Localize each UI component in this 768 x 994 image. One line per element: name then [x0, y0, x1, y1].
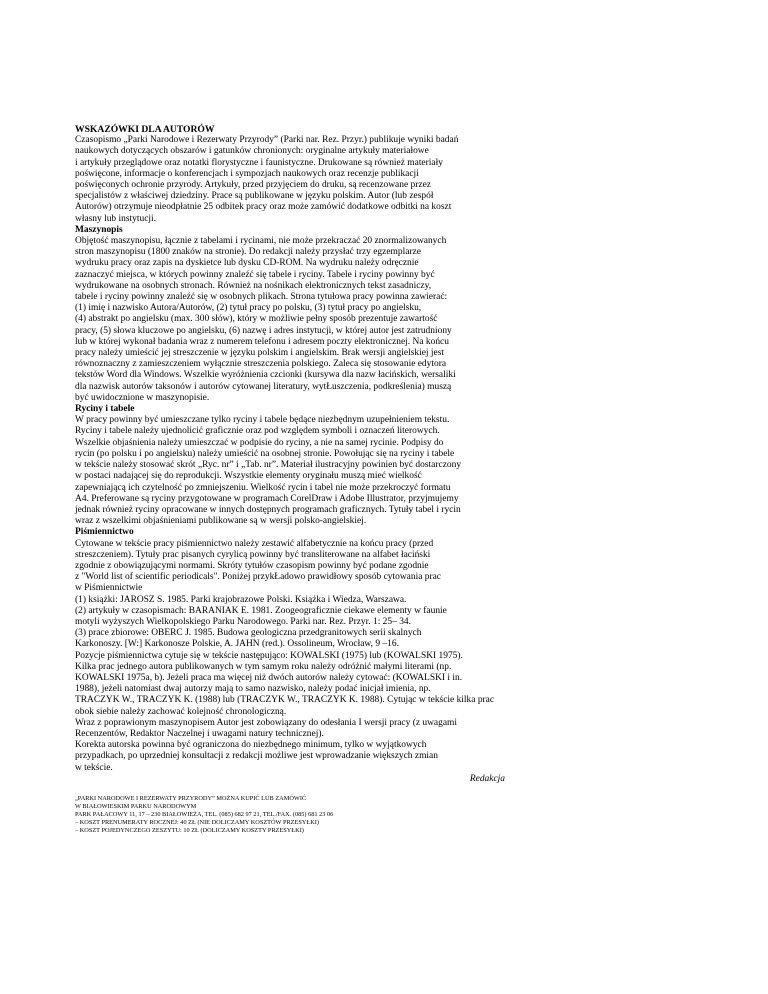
- signature: Redakcja: [469, 773, 505, 784]
- section-heading-ryciny: Ryciny i tabele: [75, 404, 135, 415]
- intro-paragraph: Czasopismo „Parki Narodowe i Rezerwaty Przyrody” (Parki nar. Rez. Przyr.) publikuje wyniki badań naukowych dotyczących obszarów i gatunków chronionych: oryginalne artykuły materiałowe i artykuły przeglądowe oraz notatki florystyczne i faunistyczne. Drukowane są również materiały poświęcone, informacje o konferencjach i sympozjach naukowych oraz recenzje publikacji poświęconych ochronie przyrody. Artykuły, przed przyjęciem do druku, są recenzowane przez specjalistów z właściwej dziedziny. Prace są publikowane w języku polskim. Autor (lub zespół Autorów) otrzymuje nieodpłatnie 25 odbitek pracy oraz może zamówić dodatkowe odbitki na koszt własny lub instytucji.: [75, 135, 459, 224]
- document-body: [75, 124, 505, 785]
- section-body-maszynopis: Objętość maszynopisu, łącznie z tabelami i rycinami, nie może przekraczać 20 znormalizowanych stron maszynopisu (1800 znaków na stronie). Do redakcji należy przysłać trzy egzemplarze wydruku pracy oraz zapis na dyskietce lub dysku CD-ROM. Na wydruku należy odręcznie zaznaczyć miejsca, w których powinny znaleźć się tabele i ryciny. Tabele i ryciny powinny być wydrukowane na osobnych stronach. Również na nośnikach elektronicznych tekst zasadniczy, tabele i ryciny powinny znaleźć się w osobnych plikach. Strona tytułowa pracy powinna zawierać: (1) imię i nazwisko Autora/Autorów, (2) tytuł pracy po polsku, (3) tytuł pracy po angielsku, (4) abstrakt po angielsku (max. 300 słów), który w możliwie pełny sposób prezentuje zawartość pracy, (5) słowa kluczowe po angielsku, (6) nazwę i adres instytucji, w której autor jest zatrudniony lub w której wykonał badania wraz z numerem telefonu i adresem poczty elektronicznej. Na końcu pracy należy umieścić jej streszczenie w języku polskim i angielskim. Brak wersji angielskiej jest równoznaczny z zamieszczeniem wyłącznie streszczenia polskiego. Zaleca się stosowanie edytora tekstów Word dla Windows. Wszelkie wyróżnienia czcionki (kursywa dla nazw łacińskich, wersaliki dla nazwisk autorów taksonów i autorów cytowanej literatury, wytŁuszczenia, podkreślenia) muszą być uwidocznione w maszynopisie.: [75, 236, 456, 403]
- section-heading-pismiennictwo: Piśmiennictwo: [75, 527, 134, 538]
- section-heading-maszynopis: Maszynopis: [75, 224, 123, 235]
- section-body-ryciny: W pracy powinny być umieszczane tylko ryciny i tabele będące niezbędnym uzupełnieniem tekstu. Ryciny i tabele należy ujednolicić graficznie oraz pod względem symboli i oznaczeń literowych. Wszelkie objaśnienia należy umieszczać w podpisie do ryciny, a nie na samej rycinie. Podpisy do rycin (po polsku i po angielsku) należy umieścić na osobnej stronie. Powołując się na ryciny i tabele w tekście należy stosować skrót „Ryc. nr” i „Tab. nr”. Materiał ilustracyjny powinien być dostarczony w postaci nadającej się do reprodukcji. Wszystkie elementy oryginału muszą mieć wielkość zapewniającą ich czytelność po zmniejszeniu. Wielkość rycin i tabel nie może przekroczyć formatu A4. Preferowane są ryciny przygotowane w programach CorelDraw i Adobe Illustrator, przyjmujemy jednak również ryciny opracowane w innych dostępnych programach graficznych. Tytuły tabel i rycin wraz z wszelkimi objaśnieniami publikowane są w wersji polsko-angielskiej.: [75, 415, 462, 527]
- section-body-pismiennictwo: Cytowane w tekście pracy piśmiennictwo należy zestawić alfabetycznie na końcu pracy (przed streszczeniem). Tytuły prac pisanych cyrylicą powinny być transliterowane na alfabet łaciński zgodnie z obowiązującymi normami. Skróty tytułów czasopism powinny być podane zgodnie z "World list of scientific periodicals". Poniżej przykŁadowo prawidłowy sposób cytowania prac w Piśmiennictwie (1) książki: JAROSZ S. 1985. Parki krajobrazowe Polski. Książka i Wiedza, Warszawa. (2) artykuły w czasopismach: BARANIAK E. 1981. Zoogeograficznie ciekawe elementy w faunie motyli wyżyszych Wielkopolskiego Parku Narodowego. Parki nar. Rez. Przyr. 1: 25– 34. (3) prace zbiorowe: OBERC J. 1985. Budowa geologiczna przedgranitowych serii skalnych Karkonoszy. [W:] Karkonosze Polskie, A. JAHN (red.). Ossolineum, Wrocław, 9 –16. Pozycje piśmiennictwa cytuje się w tekście następująco: KOWALSKI (1975) lub (KOWALSKI 1975). Kilka prac jednego autora publikowanych w tym samym roku należy odróżnić małymi literami (np. KOWALSKI 1975a, b). Jeżeli praca ma więcej niż dwóch autorów należy cytować: (KOWALSKI i in. 1988), jeżeli natomiast dwaj autorzy mają to samo nazwisko, należy podać inicjał imienia, np. TRACZYK W., TRACZYK K. (1988) lub (TRACZYK W., TRACZYK K. 1988). Cytując w tekście kilka prac obok siebie należy zachować kolejność chronologiczną. Wraz z poprawionym maszynopisem Autor jest zobowiązany do odesłania I wersji pracy (z uwagami Recenzentów, Redaktor Naczelnej i uwagami natury technicznej). Korekta autorska powinna być ograniczona do niezbędnego minimum, tylko w wyjątkowych przypadkach, po uprzedniej konsultacji z redakcji możliwe jest wprowadzanie większych zmian w tekście.: [75, 538, 495, 773]
- document-title: WSKAZÓWKI DLA AUTORÓW: [75, 124, 215, 135]
- footer-notice: „PARKI NARODOWE I REZERWATY PRZYRODY” MOŻNA KUPIĆ LUB ZAMÓWIĆ W BIAŁOWIESKIM PARKU NARODOWYM PARK PAŁACOWY 11, 17 – 230 BIAŁOWIEŻA, TEL. (085) 682 97 21, TEL./FAX. (085) 681 23 06 – KOSZT PRENUMERATY ROCZNEJ: 40 ZŁ (NIE DOLICZAMY KOSZTÓW PRZESYŁKI) – KOSZT POJEDYNCZEGO ZESZYTU: 10 ZŁ (DOLICZAMY KOSZTY PRZESYŁKI): [75, 795, 334, 834]
